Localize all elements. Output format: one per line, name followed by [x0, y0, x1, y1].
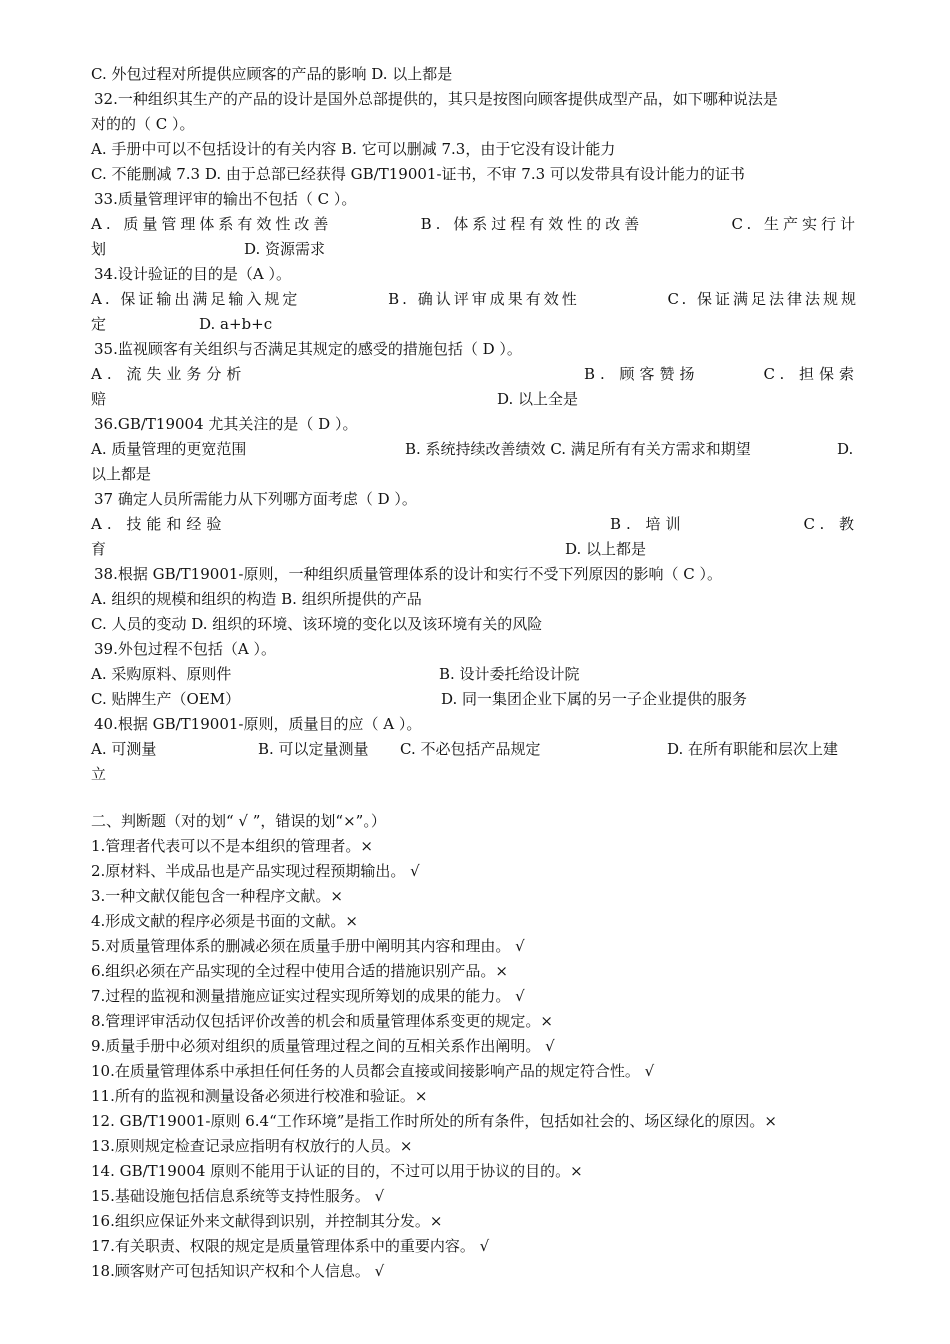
q36-option-a: A. 质量管理的更宽范围	[91, 440, 247, 458]
q35-option-b: B. 顾客赞扬	[583, 365, 700, 383]
tf-question: 17.有关职责、权限的规定是质量管理体系中的重要内容。 √	[91, 1237, 490, 1255]
tf-question: 16.组织应保证外来文献得到识别，并控制其分发。×	[91, 1212, 443, 1230]
q37-options-row	[91, 515, 859, 533]
q34-option-d: D. a+b+c	[199, 315, 273, 333]
q34-stem: 34.设计验证的目的是（A ）。	[94, 265, 291, 283]
q38-options-line2: C. 人员的变动 D. 组织的环境、该环境的变化以及该环境有关的风险	[91, 615, 543, 633]
q40-option-b: B. 可以定量测量	[258, 740, 369, 758]
q38-options-line1: A. 组织的规模和组织的构造 B. 组织所提供的产品	[91, 590, 422, 608]
q37-options-bc	[610, 515, 859, 533]
q38-stem: 38.根据 GB/T19001-原则，一种组织质量管理体系的设计和实行不受下列原因的影响（ C ）。	[94, 565, 722, 583]
q39-option-a: A. 采购原料、原则件	[91, 665, 232, 683]
q34-option-c: C. 保证满足法律法规规	[667, 290, 859, 308]
q40-option-c: C. 不必包括产品规定	[400, 740, 541, 758]
q31-options-tail: C. 外包过程对所提供应顾客的产品的影响 D. 以上都是	[91, 65, 453, 83]
q39-option-c: C. 贴牌生产（OEM）	[91, 690, 241, 708]
q33-stem: 33.质量管理评审的输出不包括（ C ）。	[94, 190, 357, 208]
q35-options-row	[91, 365, 859, 383]
q37-option-b: B. 培训	[609, 515, 686, 533]
q40-stem: 40.根据 GB/T19001-原则，质量目的应（ A ）。	[94, 715, 422, 733]
q34-options-row	[91, 290, 859, 308]
tf-question: 7.过程的监视和测量措施应证实过程实现所筹划的成果的能力。 √	[91, 987, 525, 1005]
tf-question: 12. GB/T19001-原则 6.4“工作环境”是指工作时所处的所有条件，包括如社会的、场区绿化的原因。×	[91, 1112, 778, 1130]
q35-option-c-tail: 赔	[91, 390, 107, 408]
q34-option-a: A. 保证输出满足输入规定	[91, 290, 301, 308]
q32-options-line2: C. 不能删减 7.3 D. 由于总部已经获得 GB/T19001-证书，不审 7.3 可以发带具有设计能力的证书	[91, 165, 745, 183]
q39-option-d: D. 同一集团企业下属的另一子企业提供的服务	[441, 690, 748, 708]
q33-option-a: A. 质量管理体系有效性改善	[91, 215, 333, 233]
q33-option-c: C. 生产实行计	[731, 215, 859, 233]
tf-question: 6.组织必须在产品实现的全过程中使用合适的措施识别产品。×	[91, 962, 508, 980]
q33-option-b: B. 体系过程有效性的改善	[420, 215, 644, 233]
q37-option-a: A. 技能和经验	[91, 515, 227, 533]
q37-option-c-tail: 育	[91, 540, 107, 558]
q39-option-b: B. 设计委托给设计院	[439, 665, 580, 683]
tf-question: 1.管理者代表可以不是本组织的管理者。×	[91, 837, 373, 855]
q35-option-c: C. 担保索	[763, 365, 859, 383]
q36-option-d-tail: 以上都是	[91, 465, 152, 483]
tf-question: 18.顾客财产可包括知识产权和个人信息。 √	[91, 1262, 385, 1280]
tf-question: 3.一种文献仅能包含一种程序文献。×	[91, 887, 343, 905]
q40-option-a: A. 可测量	[91, 740, 157, 758]
q33-option-d: D. 资源需求	[244, 240, 326, 258]
q37-stem: 37 确定人员所需能力从下列哪方面考虑（ D ）。	[94, 490, 417, 508]
tf-question: 2.原材料、半成品也是产品实现过程预期输出。 √	[91, 862, 420, 880]
tf-question: 14. GB/T19004 原则不能用于认证的目的，不过可以用于协议的目的。×	[91, 1162, 583, 1180]
q35-option-a: A. 流失业务分析	[91, 365, 247, 383]
tf-question: 10.在质量管理体系中承担任何任务的人员都会直接或间接影响产品的规定符合性。 √	[91, 1062, 655, 1080]
q36-option-d: D.	[837, 440, 854, 458]
q35-option-d: D. 以上全是	[497, 390, 579, 408]
tf-question: 13.原则规定检查记录应指明有权放行的人员。×	[91, 1137, 413, 1155]
q37-option-d: D. 以上都是	[565, 540, 647, 558]
q32-options-line1: A. 手册中可以不包括设计的有关内容 B. 它可以删减 7.3，由于它没有设计能力	[91, 140, 616, 158]
q35-stem: 35.监视顾客有关组织与否满足其规定的感受的措施包括（ D ）。	[94, 340, 522, 358]
tf-question: 15.基础设施包括信息系统等支持性服务。 √	[91, 1187, 385, 1205]
tf-question: 5.对质量管理体系的删减必须在质量手册中阐明其内容和理由。 √	[91, 937, 525, 955]
q33-options-row	[91, 215, 859, 233]
q32-stem-cont: 对的的（ C ）。	[91, 115, 195, 133]
tf-section-heading: 二、判断题（对的划“ √ ”，错误的划“×”。）	[91, 812, 386, 830]
q40-option-d: D. 在所有职能和层次上建	[667, 740, 839, 758]
q34-option-c-tail: 定	[91, 315, 107, 333]
q40-option-d-tail: 立	[91, 765, 107, 783]
tf-question: 8.管理评审活动仅包括评价改善的机会和质量管理体系变更的规定。×	[91, 1012, 553, 1030]
tf-question: 11.所有的监视和测量设备必须进行校准和验证。×	[91, 1087, 428, 1105]
q34-option-b: B. 确认评审成果有效性	[388, 290, 580, 308]
tf-question: 4.形成文献的程序必须是书面的文献。×	[91, 912, 358, 930]
q36-option-bc: B. 系统持续改善绩效 C. 满足所有有关方需求和期望	[405, 440, 751, 458]
q32-stem: 32.一种组织其生产的产品的设计是国外总部提供的，其只是按图向顾客提供成型产品，如下哪种说法是	[94, 90, 778, 108]
q33-option-c-tail: 划	[91, 240, 107, 258]
q36-stem: 36.GB/T19004 尤其关注的是（ D ）。	[94, 415, 358, 433]
q35-options-bc	[584, 365, 859, 383]
q39-stem: 39.外包过程不包括（A ）。	[94, 640, 276, 658]
q37-option-c: C. 教	[803, 515, 859, 533]
tf-question: 9.质量手册中必须对组织的质量管理过程之间的互相关系作出阐明。 √	[91, 1037, 555, 1055]
